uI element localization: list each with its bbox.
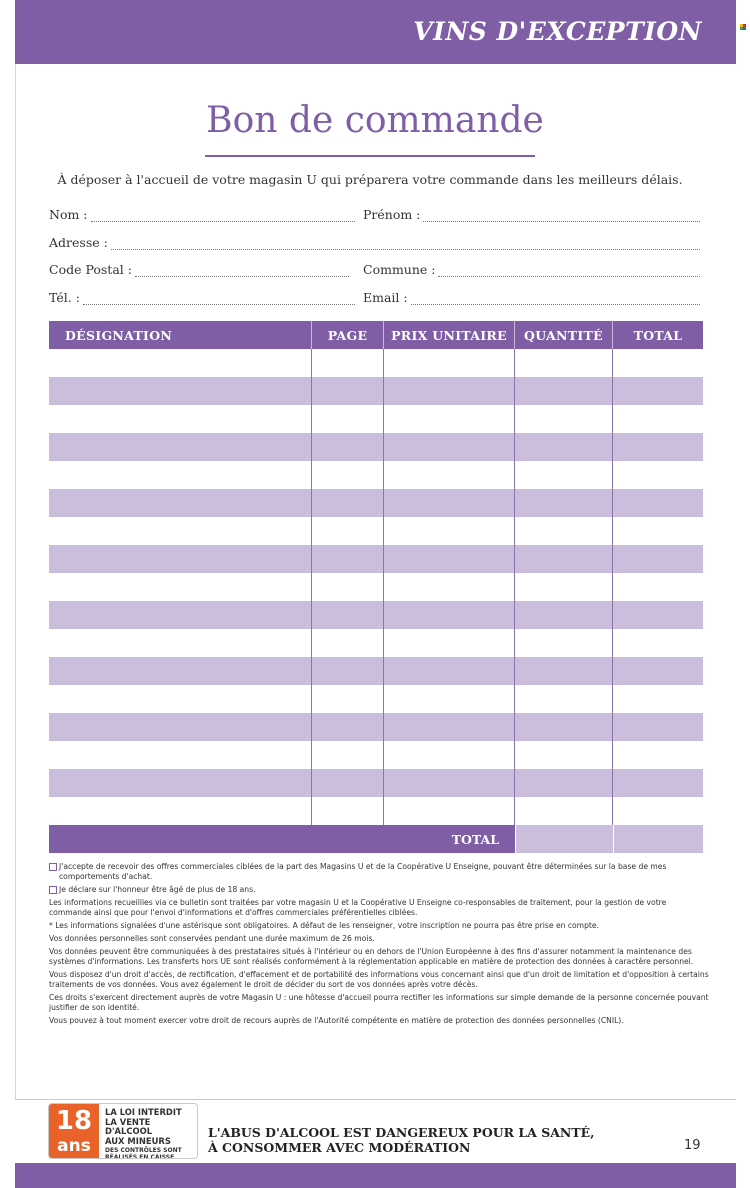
designation-cell[interactable] bbox=[49, 573, 312, 601]
table-row bbox=[49, 517, 703, 545]
legal-paragraph: * Les informations signalées d'une astérisque sont obligatoires. A défaut de les renseigner, votre inscription ne pourra pas être prise en compte. bbox=[49, 921, 599, 930]
designation-cell[interactable] bbox=[49, 433, 312, 461]
consent-age-checkbox[interactable] bbox=[49, 886, 57, 894]
age-restriction-badge bbox=[48, 1103, 198, 1159]
total-cell[interactable] bbox=[613, 601, 703, 629]
designation-cell[interactable] bbox=[49, 657, 312, 685]
consent-offers[interactable] bbox=[49, 862, 709, 882]
header-band bbox=[15, 0, 736, 64]
quantite-cell[interactable] bbox=[515, 741, 613, 769]
warning-line: L'ABUS D'ALCOOL EST DANGEREUX POUR LA SANTÉ, bbox=[208, 1125, 595, 1140]
color-marks-icon bbox=[740, 24, 746, 30]
table-row bbox=[49, 573, 703, 601]
designation-cell[interactable] bbox=[49, 713, 312, 741]
prix-unitaire-cell[interactable] bbox=[384, 657, 515, 685]
table-row bbox=[49, 713, 703, 741]
prix-unitaire-cell[interactable] bbox=[384, 769, 515, 797]
nom-label: Nom : bbox=[49, 207, 88, 222]
page-cell[interactable] bbox=[312, 797, 384, 825]
page-number: 19 bbox=[684, 1138, 701, 1153]
designation-cell[interactable] bbox=[49, 517, 312, 545]
badge-text bbox=[105, 1108, 197, 1159]
age-18-icon bbox=[49, 1104, 99, 1159]
total-cell[interactable] bbox=[613, 405, 703, 433]
legal-paragraph: Les informations recueillies via ce bulletin sont traitées par votre magasin U et la Coopérative U Enseigne co-responsables de traitement, pour la gestion de votre commande ainsi que pour l'envoi d'informations et d'offres commerciales préférentielles ciblées. bbox=[49, 898, 667, 917]
designation-cell[interactable] bbox=[49, 377, 312, 405]
prix-unitaire-cell[interactable] bbox=[384, 685, 515, 713]
badge-line: LA LOI INTERDIT bbox=[105, 1107, 182, 1117]
header-designation: DÉSIGNATION bbox=[49, 321, 312, 349]
page-cell[interactable] bbox=[312, 433, 384, 461]
page-cell[interactable] bbox=[312, 769, 384, 797]
designation-cell[interactable] bbox=[49, 545, 312, 573]
total-cell[interactable] bbox=[613, 797, 703, 825]
quantite-cell[interactable] bbox=[515, 405, 613, 433]
badge-number: 18 bbox=[55, 1106, 93, 1136]
designation-cell[interactable] bbox=[49, 769, 312, 797]
total-cell[interactable] bbox=[613, 573, 703, 601]
quantite-cell[interactable] bbox=[515, 685, 613, 713]
page-cell[interactable] bbox=[312, 489, 384, 517]
prix-unitaire-cell[interactable] bbox=[384, 377, 515, 405]
prix-unitaire-cell[interactable] bbox=[384, 629, 515, 657]
table-row bbox=[49, 405, 703, 433]
consent-age-text: Je déclare sur l'honneur être âgé de plus de 18 ans. bbox=[59, 885, 256, 894]
order-table bbox=[49, 321, 703, 853]
footer-divider bbox=[15, 1099, 736, 1100]
prix-unitaire-cell[interactable] bbox=[384, 573, 515, 601]
prix-unitaire-cell[interactable] bbox=[384, 713, 515, 741]
header-total: TOTAL bbox=[633, 327, 683, 343]
designation-cell[interactable] bbox=[49, 629, 312, 657]
intro-text: À déposer à l'accueil de votre magasin U qui préparera votre commande dans les meilleurs délais. bbox=[57, 172, 683, 187]
quantite-cell[interactable] bbox=[515, 573, 613, 601]
page-cell[interactable] bbox=[312, 545, 384, 573]
total-label: TOTAL bbox=[49, 825, 515, 853]
code-postal-field[interactable] bbox=[49, 259, 349, 277]
footer-band bbox=[15, 1163, 736, 1188]
total-cell[interactable] bbox=[613, 377, 703, 405]
email-line[interactable] bbox=[411, 293, 700, 305]
prix-unitaire-cell[interactable] bbox=[384, 433, 515, 461]
legal-notice bbox=[49, 862, 709, 1029]
badge-line: AUX MINEURS bbox=[105, 1135, 171, 1146]
designation-cell[interactable] bbox=[49, 461, 312, 489]
total-cell[interactable] bbox=[613, 545, 703, 573]
legal-paragraph: Ces droits s'exercent directement auprès de votre Magasin U : une hôtesse d'accueil pourra rectifier les informations sur simple demande de la personne concernée pouvant justifier de son identité. bbox=[49, 993, 709, 1012]
table-body bbox=[49, 349, 703, 825]
consent-offers-checkbox[interactable] bbox=[49, 863, 57, 871]
quantite-cell[interactable] bbox=[515, 433, 613, 461]
email-field[interactable] bbox=[363, 287, 700, 305]
designation-cell[interactable] bbox=[49, 741, 312, 769]
legal-paragraph: Vous disposez d'un droit d'accès, de rectification, d'effacement et de portabilité des informations vous concernant ainsi que d'un droit de limitation et d'opposition à certains traitements de vos données. Vous avez également le droit de décider du sort de vos données après votre décès. bbox=[49, 970, 709, 989]
table-row bbox=[49, 797, 703, 825]
prix-unitaire-cell[interactable] bbox=[384, 741, 515, 769]
prix-unitaire-cell[interactable] bbox=[384, 601, 515, 629]
table-row bbox=[49, 489, 703, 517]
table-row bbox=[49, 629, 703, 657]
table-row bbox=[49, 545, 703, 573]
tel-label: Tél. : bbox=[49, 290, 80, 305]
total-cell[interactable] bbox=[613, 349, 703, 377]
prix-unitaire-cell[interactable] bbox=[384, 517, 515, 545]
code-postal-label: Code Postal : bbox=[49, 262, 132, 277]
designation-cell[interactable] bbox=[49, 601, 312, 629]
brand-title: VINS D'EXCEPTION bbox=[413, 17, 702, 46]
page-cell[interactable] bbox=[312, 517, 384, 545]
consent-age[interactable] bbox=[49, 885, 709, 895]
page-cell[interactable] bbox=[312, 461, 384, 489]
quantite-cell[interactable] bbox=[515, 769, 613, 797]
page-cell[interactable] bbox=[312, 741, 384, 769]
consent-offers-text: J'accepte de recevoir des offres commerciales ciblées de la part des Magasins U et de la Coopérative U Enseigne, pouvant être déterminées sur la base de mes comportements d'achat. bbox=[59, 862, 667, 881]
tel-line[interactable] bbox=[83, 293, 355, 305]
badge-subtext: DES CONTRÔLES SONT RÉALISÉS EN CAISSE bbox=[105, 1147, 182, 1159]
legal-paragraph: Vos données peuvent être communiquées à des prestataires situés à l'intérieur ou en dehors de l'Union Européenne à des fins d'assurer notamment la maintenance des systèmes d'informations. Les transferts hors UE sont réalisés conformément à la réglementation applicable en matière de protection des données à caractère personnel. bbox=[49, 947, 694, 966]
tel-field[interactable] bbox=[49, 287, 355, 305]
page-cell[interactable] bbox=[312, 573, 384, 601]
total-cell[interactable] bbox=[613, 489, 703, 517]
warning-line: À CONSOMMER AVEC MODÉRATION bbox=[208, 1140, 471, 1155]
total-quantity-cell[interactable] bbox=[515, 825, 613, 853]
table-row bbox=[49, 601, 703, 629]
table-row bbox=[49, 433, 703, 461]
prix-unitaire-cell[interactable] bbox=[384, 489, 515, 517]
table-row bbox=[49, 769, 703, 797]
prix-unitaire-cell[interactable] bbox=[384, 349, 515, 377]
title-divider bbox=[205, 155, 535, 157]
adresse-label: Adresse : bbox=[49, 235, 108, 250]
table-header bbox=[49, 321, 703, 349]
prix-unitaire-cell[interactable] bbox=[384, 461, 515, 489]
quantite-cell[interactable] bbox=[515, 461, 613, 489]
header-prix-unitaire: PRIX UNITAIRE bbox=[384, 321, 515, 349]
page-title: Bon de commande bbox=[206, 100, 544, 141]
total-cell[interactable] bbox=[613, 685, 703, 713]
total-cell[interactable] bbox=[613, 629, 703, 657]
grand-total-cell[interactable] bbox=[613, 825, 703, 853]
badge-line: LA VENTE D'ALCOOL bbox=[105, 1116, 153, 1136]
quantite-cell[interactable] bbox=[515, 797, 613, 825]
quantite-cell[interactable] bbox=[515, 349, 613, 377]
prenom-line[interactable] bbox=[423, 210, 700, 222]
designation-cell[interactable] bbox=[49, 489, 312, 517]
nom-line[interactable] bbox=[91, 210, 355, 222]
email-label: Email : bbox=[363, 290, 408, 305]
commune-line[interactable] bbox=[438, 265, 700, 277]
commune-label: Commune : bbox=[363, 262, 436, 277]
header-quantite: QUANTITÉ bbox=[515, 321, 613, 349]
code-postal-line[interactable] bbox=[135, 265, 349, 277]
legal-paragraph: Vos données personnelles sont conservées pendant une durée maximum de 26 mois. bbox=[49, 934, 375, 943]
commune-field[interactable] bbox=[363, 259, 700, 277]
page-cell[interactable] bbox=[312, 405, 384, 433]
total-cell[interactable] bbox=[613, 657, 703, 685]
quantite-cell[interactable] bbox=[515, 601, 613, 629]
total-cell[interactable] bbox=[613, 517, 703, 545]
prix-unitaire-cell[interactable] bbox=[384, 797, 515, 825]
page-cell[interactable] bbox=[312, 657, 384, 685]
prix-unitaire-cell[interactable] bbox=[384, 545, 515, 573]
adresse-line[interactable] bbox=[111, 238, 700, 250]
quantite-cell[interactable] bbox=[515, 629, 613, 657]
prenom-field[interactable] bbox=[363, 204, 700, 222]
quantite-cell[interactable] bbox=[515, 545, 613, 573]
header-page: PAGE bbox=[312, 321, 384, 349]
page-cell[interactable] bbox=[312, 629, 384, 657]
quantite-cell[interactable] bbox=[515, 713, 613, 741]
table-row bbox=[49, 741, 703, 769]
table-row bbox=[49, 657, 703, 685]
health-warning bbox=[208, 1125, 595, 1155]
badge-unit: ans bbox=[57, 1136, 91, 1156]
table-row bbox=[49, 685, 703, 713]
adresse-field[interactable] bbox=[49, 232, 700, 250]
designation-cell[interactable] bbox=[49, 685, 312, 713]
quantite-cell[interactable] bbox=[515, 489, 613, 517]
page-cell[interactable] bbox=[312, 601, 384, 629]
quantite-cell[interactable] bbox=[515, 517, 613, 545]
page-cell[interactable] bbox=[312, 685, 384, 713]
total-cell[interactable] bbox=[613, 769, 703, 797]
page-cell[interactable] bbox=[312, 713, 384, 741]
designation-cell[interactable] bbox=[49, 797, 312, 825]
table-row bbox=[49, 377, 703, 405]
total-cell[interactable] bbox=[613, 433, 703, 461]
nom-field[interactable] bbox=[49, 204, 355, 222]
prenom-label: Prénom : bbox=[363, 207, 421, 222]
designation-cell[interactable] bbox=[49, 349, 312, 377]
quantite-cell[interactable] bbox=[515, 377, 613, 405]
table-row bbox=[49, 461, 703, 489]
quantite-cell[interactable] bbox=[515, 657, 613, 685]
total-cell[interactable] bbox=[613, 713, 703, 741]
prix-unitaire-cell[interactable] bbox=[384, 405, 515, 433]
page-cell[interactable] bbox=[312, 349, 384, 377]
table-footer bbox=[49, 825, 703, 853]
designation-cell[interactable] bbox=[49, 405, 312, 433]
table-row bbox=[49, 349, 703, 377]
total-cell[interactable] bbox=[613, 461, 703, 489]
total-cell[interactable] bbox=[613, 741, 703, 769]
page-cell[interactable] bbox=[312, 377, 384, 405]
legal-paragraph: Vous pouvez à tout moment exercer votre droit de recours auprès de l'Autorité compétente en matière de protection des données personnelles (CNIL). bbox=[49, 1016, 624, 1025]
